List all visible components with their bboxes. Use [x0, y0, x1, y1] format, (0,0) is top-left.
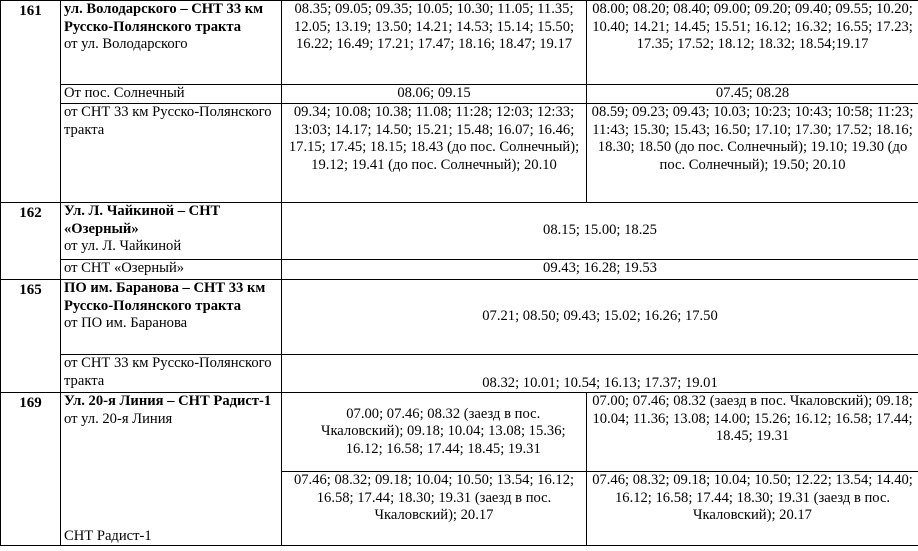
all-days-times: 08.15; 15.00; 18.25 — [282, 203, 918, 260]
route-label — [61, 280, 282, 355]
weekend-times: 08.59; 09.23; 09.43; 10.03; 10:23; 10:43; 10:58; 11:23; 11:43; 15.30; 15.43; 16.50; 17.10; 17.30; 17.52; 18.16; 18.30; 18.50 (до пос. Солнечный); 19.10; 19.30 (до пос. Солнечный); 19.50; 20.10 — [587, 104, 918, 203]
route-title: Ул. Л. Чайкиной – СНТ «Озерный» — [64, 203, 221, 237]
direction-label: от СНТ «Озерный» — [61, 260, 282, 280]
route-169-row-1 — [1, 393, 918, 472]
weekday-times: 09.34; 10.08; 10.38; 11.08; 11:28; 12:03; 12:33; 13:03; 14.17; 14.50; 15.21; 15.48; 16.07; 16.46; 17.15; 17.45; 18.15; 18.43 (до пос. Солнечный); 19.12; 19.41 (до пос. Солнечный); 20.10 — [282, 104, 587, 203]
route-label — [61, 393, 282, 472]
route-label — [61, 203, 282, 260]
direction-label: от ул. 20-я Линия — [64, 410, 173, 427]
all-days-times: 09.43; 16.28; 19.53 — [282, 260, 918, 280]
spacer-cell — [282, 393, 301, 472]
route-number: 165 — [1, 280, 61, 393]
all-days-times: 07.21; 08.50; 09.43; 15.02; 16.26; 17.50 — [282, 280, 918, 355]
route-165-row-2 — [1, 355, 918, 393]
direction-label: от СНТ 33 км Русско-Полянского тракта — [61, 104, 282, 203]
weekend-times: 07.46; 08.32; 09.18; 10.04; 10.50; 12.22; 13.54; 14.40; 16.12; 16.58; 17.44; 18.30; 19.31 (заезд в пос. Чкаловский); 20.17 — [587, 472, 918, 546]
route-169-row-2 — [1, 472, 918, 546]
route-161-row-3 — [1, 104, 918, 203]
route-title: Ул. 20-я Линия – СНТ Радист-1 — [64, 393, 272, 409]
all-days-times: 08.32; 10.01; 10.54; 16.13; 17.37; 19.01 — [282, 355, 918, 393]
route-number: 169 — [1, 393, 61, 546]
route-161-row-2 — [1, 85, 918, 104]
weekend-times: 07.00; 07.46; 08.32 (заезд в пос. Чкаловский); 09.18; 10.04; 11.36; 13.08; 14.00; 15.26; 16.12; 16.58; 17.44; 18.45; 19.31 — [587, 393, 918, 472]
route-number: 161 — [1, 1, 61, 203]
weekday-times: 07.46; 08.32; 09.18; 10.04; 10.50; 13.54; 16.12; 16.58; 17.44; 18.30; 19.31 (заезд в пос. Чкаловский); 20.17 — [282, 472, 587, 546]
weekend-times: 07.45; 08.28 — [587, 85, 918, 104]
direction-label: от ПО им. Баранова — [64, 315, 188, 331]
route-number: 162 — [1, 203, 61, 280]
direction-label: от СНТ 33 км Русско-Полянского тракта — [61, 355, 282, 393]
route-165-row-1 — [1, 280, 918, 355]
direction-label: От пос. Солнечный — [61, 85, 282, 104]
direction-label: СНТ Радист-1 — [61, 472, 282, 546]
route-161-row-1 — [1, 1, 918, 85]
weekday-times: 07.00; 07.46; 08.32 (заезд в пос. Чкаловский); 09.18; 10.04; 13.08; 15.36; 16.12; 16.58; 17.44; 18.45; 19.31 — [301, 393, 587, 472]
weekday-times: 08.35; 09.05; 09.35; 10.05; 10.30; 11.05; 11.35; 12.05; 13.19; 13.50; 14.21; 14.53; 15.14; 15.50; 16.22; 16.49; 17.21; 17.47; 18.16; 18.47; 19.17 — [282, 1, 587, 85]
route-162-row-2 — [1, 260, 918, 280]
route-title: ул. Володарского – СНТ 33 км Русско-Полянского тракта — [64, 1, 264, 35]
direction-label: от ул. Л. Чайкиной — [64, 238, 182, 254]
route-label — [61, 1, 282, 85]
direction-label: от ул. Володарского — [64, 36, 188, 52]
route-title: ПО им. Баранова – СНТ 33 км Русско-Полянского тракта — [64, 280, 266, 314]
weekday-times: 08.06; 09.15 — [282, 85, 587, 104]
weekend-times: 08.00; 08.20; 08.40; 09.00; 09.20; 09.40; 09.55; 10.20; 10.40; 14.21; 14.45; 15.51; 16.12; 16.32; 16.55; 17.23; 17.35; 17.52; 18.12; 18.32; 18.54;19.17 — [587, 1, 918, 85]
route-162-row-1 — [1, 203, 918, 260]
